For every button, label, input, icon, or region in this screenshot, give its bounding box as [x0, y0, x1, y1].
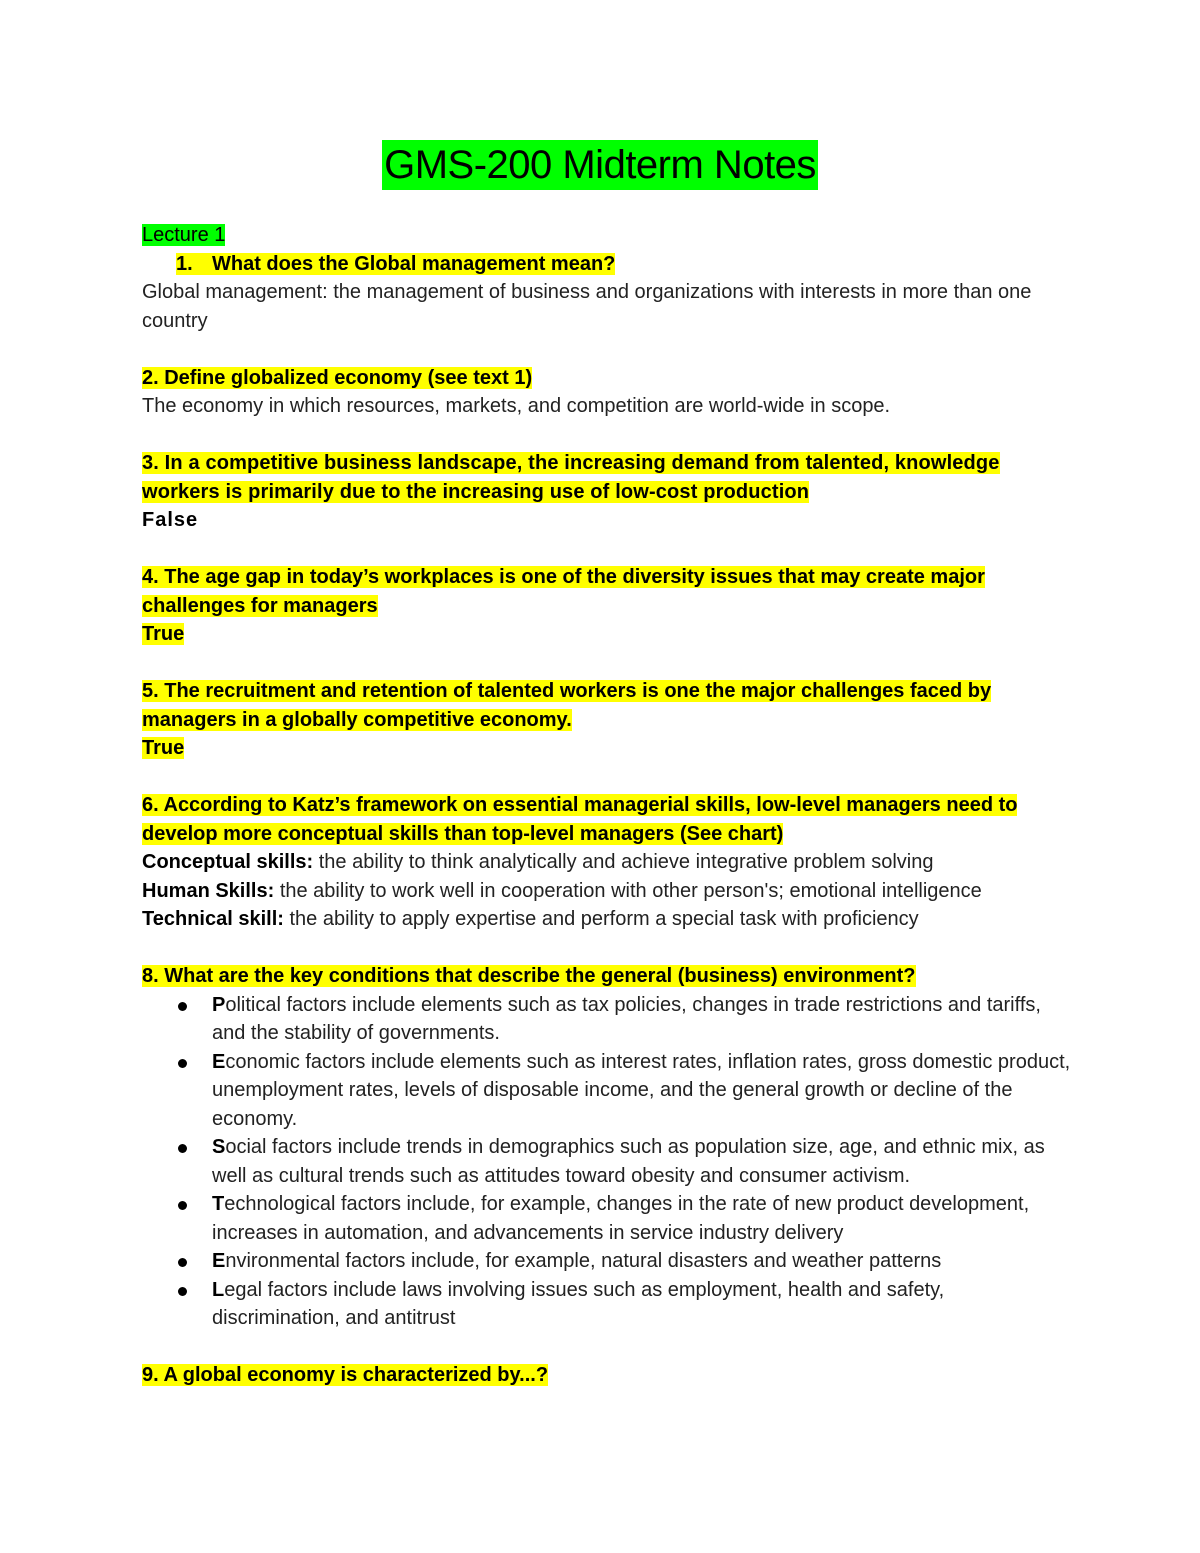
document-title: GMS-200 Midterm Notes: [382, 140, 818, 190]
answer-3: False: [142, 509, 199, 531]
list-item: Social factors include trends in demographics such as population size, age, and ethnic mix, as well as cultural trends such as attitudes toward obesity and consumer activism.: [142, 1133, 1072, 1190]
question-1-number: 1.: [176, 252, 193, 275]
answer-5: True: [142, 737, 185, 759]
skill-conceptual: Conceptual skills: the ability to think analytically and achieve integrative problem solving: [142, 851, 934, 873]
bullet-icon: [178, 1002, 187, 1011]
lecture-heading: Lecture 1: [142, 224, 226, 246]
document-body: [142, 221, 1072, 1390]
list-item: Economic factors include elements such as interest rates, inflation rates, gross domestic product, unemployment rates, levels of disposable income, and the general growth or decline of the economy.: [142, 1048, 1072, 1134]
list-item: Political factors include elements such as tax policies, changes in trade restrictions and tariffs, and the stability of governments.: [142, 991, 1072, 1048]
answer-1: Global management: the management of business and organizations with interests in more than one country: [142, 281, 1032, 332]
question-5: 5. The recruitment and retention of talented workers is one the major challenges faced by managers in a globally competitive economy.: [142, 680, 992, 731]
answer-2: The economy in which resources, markets, and competition are world-wide in scope.: [142, 395, 891, 417]
question-3: 3. In a competitive business landscape, the increasing demand from talented, knowledge workers is primarily due to the increasing use of low-cost production: [142, 452, 1000, 503]
question-4: 4. The age gap in today’s workplaces is one of the diversity issues that may create major challenges for managers: [142, 566, 985, 617]
title-container: [0, 140, 1200, 190]
bullet-icon: [178, 1144, 187, 1153]
bullet-icon: [178, 1287, 187, 1296]
environment-factors-list: [142, 991, 1072, 1333]
list-item: Technological factors include, for example, changes in the rate of new product development, increases in automation, and advancements in service industry delivery: [142, 1190, 1072, 1247]
question-1-text: What does the Global management mean?: [212, 252, 616, 275]
skill-human: Human Skills: the ability to work well in cooperation with other person's; emotional intelligence: [142, 879, 982, 902]
question-1: [142, 250, 1072, 279]
question-2: 2. Define globalized economy (see text 1): [142, 366, 533, 389]
list-item: Environmental factors include, for example, natural disasters and weather patterns: [142, 1247, 1072, 1276]
question-8: 8. What are the key conditions that describe the general (business) environment?: [142, 965, 916, 987]
question-9: 9. A global economy is characterized by...?: [142, 1364, 549, 1386]
answer-4: True: [142, 623, 185, 645]
bullet-icon: [178, 1201, 187, 1210]
bullet-icon: [178, 1258, 187, 1267]
skill-technical: Technical skill: the ability to apply expertise and perform a special task with proficiency: [142, 908, 919, 930]
bullet-icon: [178, 1059, 187, 1068]
list-item: Legal factors include laws involving issues such as employment, health and safety, discrimination, and antitrust: [142, 1276, 1072, 1333]
question-6: 6. According to Katz’s framework on essential managerial skills, low-level managers need to develop more conceptual skills than top-level managers (See chart): [142, 794, 1018, 845]
